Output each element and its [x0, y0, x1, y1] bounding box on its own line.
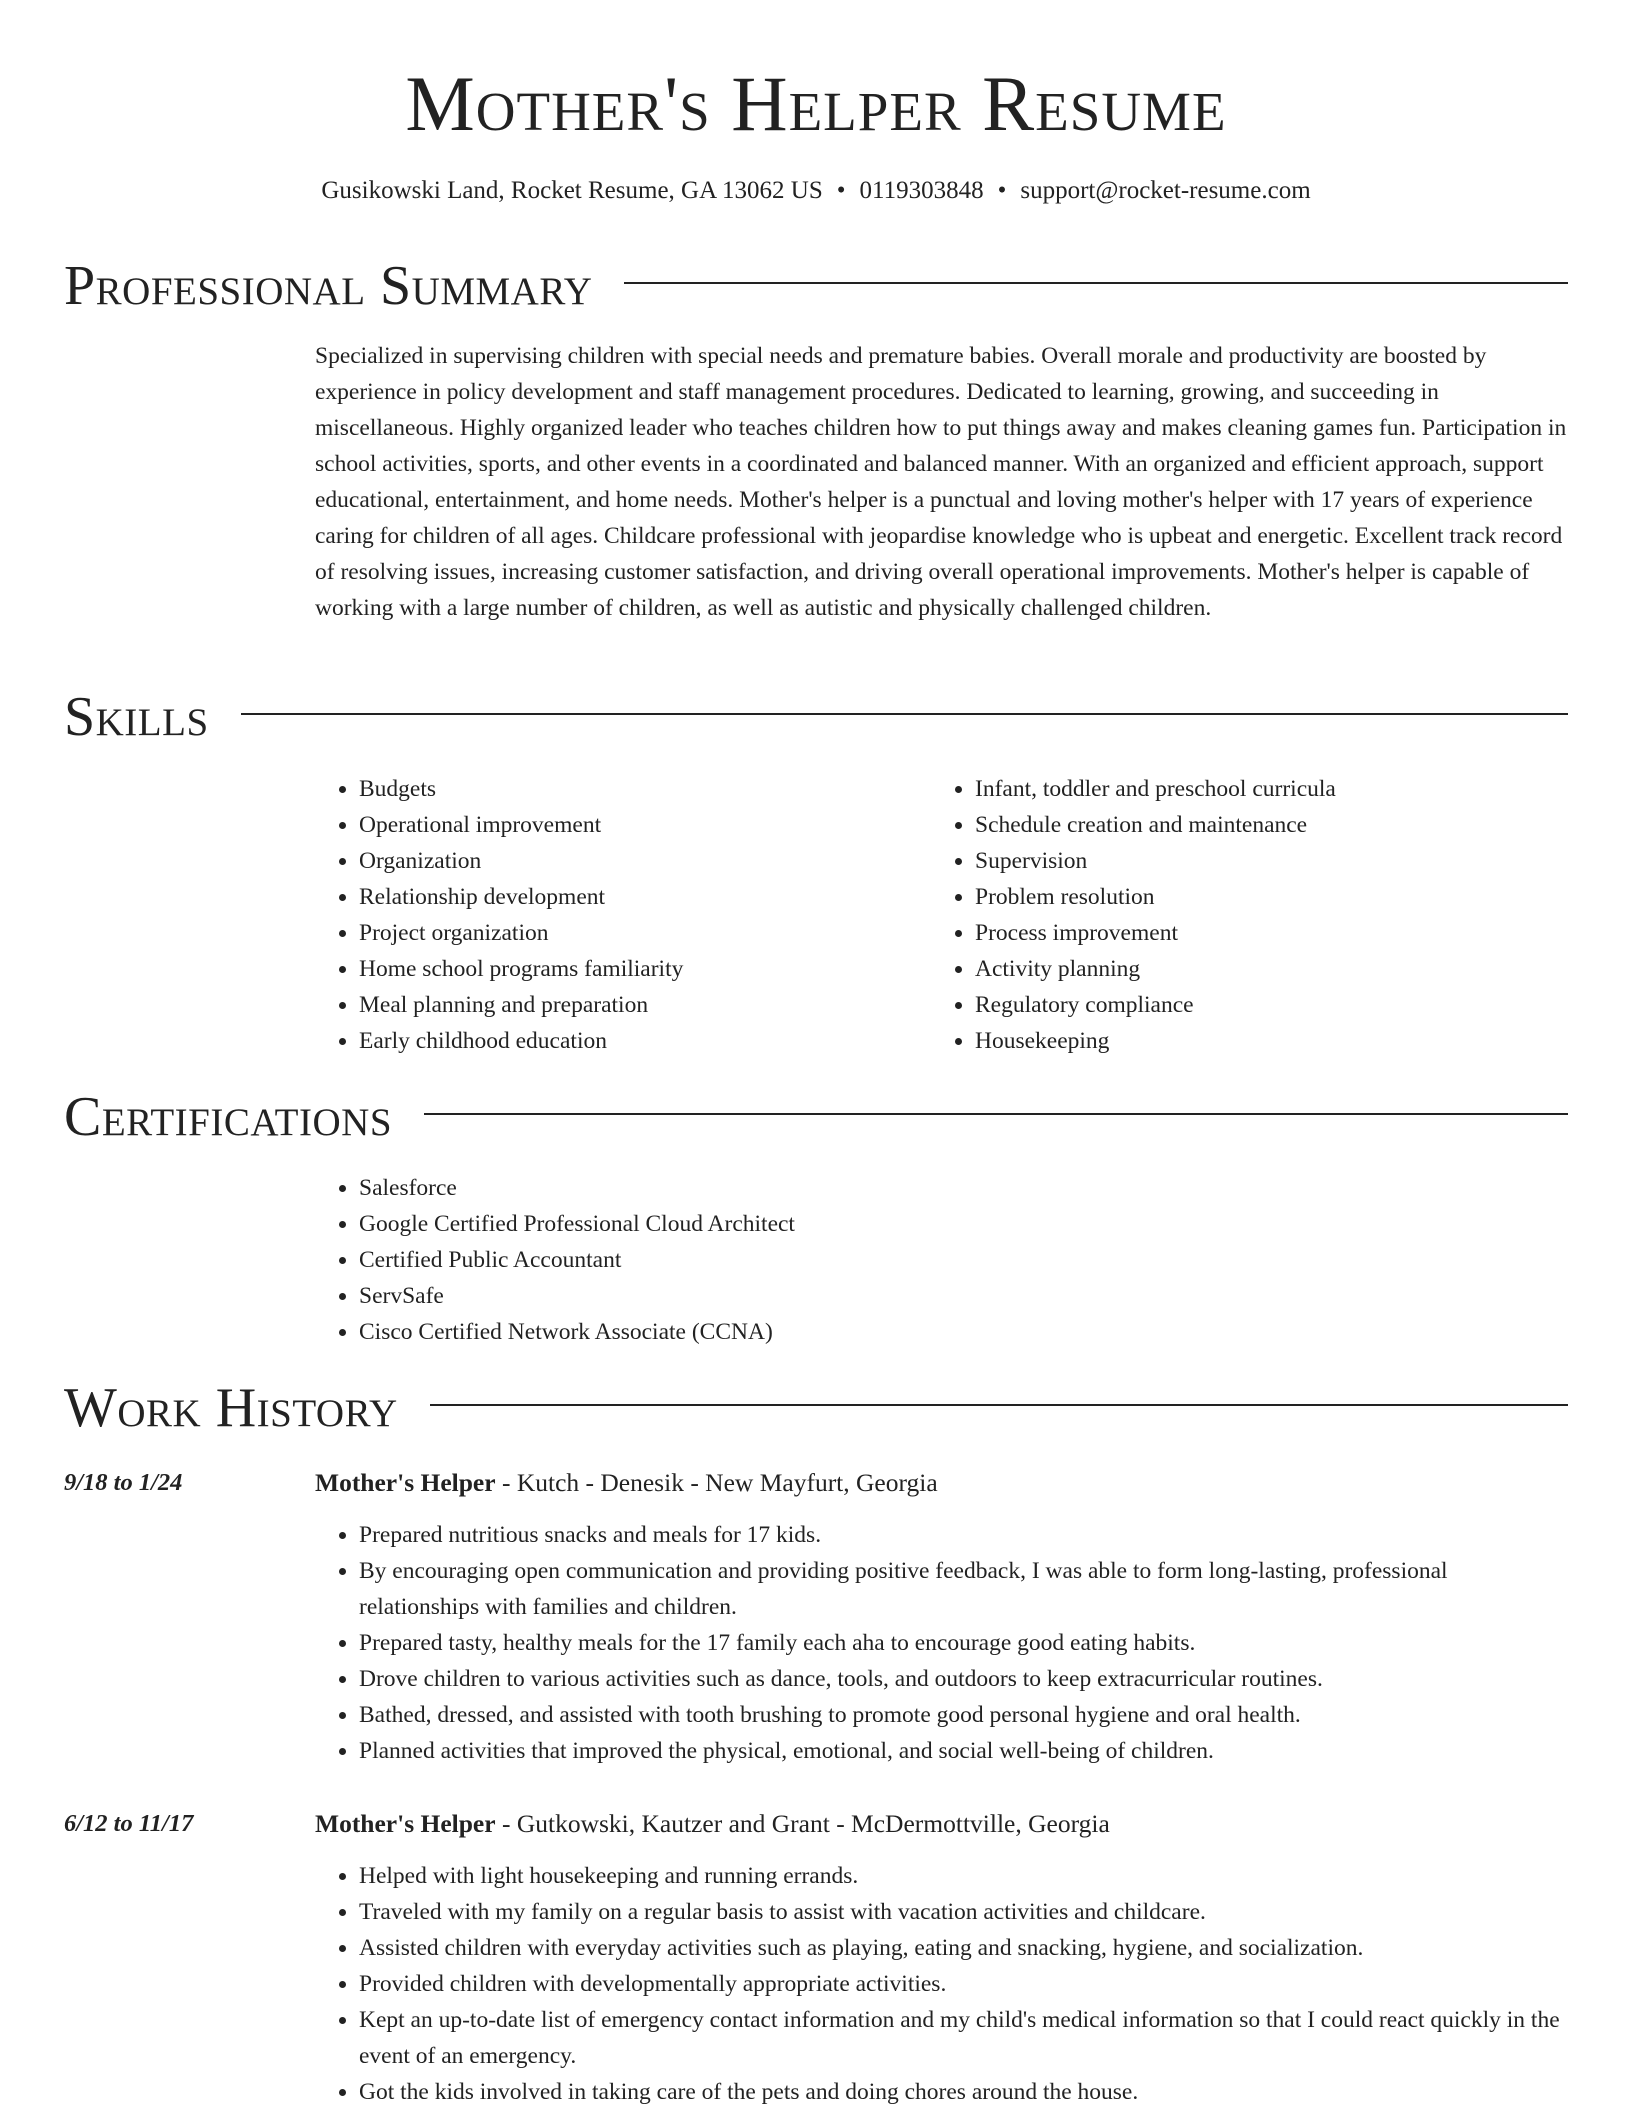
job-dates: 6/12 to 11/17 [64, 1810, 194, 1837]
job-duties [315, 1858, 1568, 2110]
duties-list [315, 1858, 1568, 2110]
certifications-heading: Certifications [64, 1086, 393, 1148]
skill-item: • Home school programs familiarity [359, 951, 915, 987]
job-duties [315, 1517, 1568, 1769]
duties-list [315, 1517, 1568, 1769]
duty-item: • Kept an up-to-date list of emergency contact information and my child's medical information so that I could react quickly in the event of an emergency. [359, 2002, 1568, 2074]
skill-item: • Project organization [359, 915, 915, 951]
duty-item: • Traveled with my family on a regular basis to assist with vacation activities and childcare. [359, 1894, 1568, 1930]
contact-line [0, 174, 1632, 208]
certification-item: • Certified Public Accountant [359, 1242, 1515, 1278]
duty-item: • Prepared nutritious snacks and meals for 17 kids. [359, 1517, 1568, 1553]
skills-list-right [931, 771, 1551, 1059]
contact-email: support@rocket-resume.com [1020, 177, 1311, 204]
section-divider [241, 713, 1568, 715]
certification-item: • Cisco Certified Network Associate (CCNA) [359, 1314, 1515, 1350]
duty-item: • Drove children to various activities such as dance, tools, and outdoors to keep extracurricular routines. [359, 1661, 1568, 1697]
job-role: Mother's Helper [315, 1809, 496, 1838]
certification-item: • Salesforce [359, 1170, 1515, 1206]
job-employer: - Gutkowski, Kautzer and Grant - McDermottville, Georgia [495, 1809, 1110, 1838]
section-divider [430, 1404, 1568, 1406]
contact-separator: • [997, 177, 1007, 204]
contact-phone: 0119303848 [859, 177, 984, 204]
section-divider [624, 282, 1568, 284]
summary-heading: Professional Summary [64, 255, 593, 317]
duty-item: • Bathed, dressed, and assisted with tooth brushing to promote good personal hygiene and oral health. [359, 1697, 1568, 1733]
duty-item: • Prepared tasty, healthy meals for the 17 family each aha to encourage good eating habits. [359, 1625, 1568, 1661]
skill-item: • Organization [359, 843, 915, 879]
duty-item: • By encouraging open communication and providing positive feedback, I was able to form long-lasting, professional relationships with families and children. [359, 1553, 1568, 1625]
job-role: Mother's Helper [315, 1468, 496, 1497]
contact-address: Gusikowski Land, Rocket Resume, GA 13062 US [321, 177, 823, 204]
skill-item: • Budgets [359, 771, 915, 807]
skill-item: • Relationship development [359, 879, 915, 915]
certifications-block [315, 1170, 1515, 1350]
skill-item: • Early childhood education [359, 1023, 915, 1059]
job-heading [315, 1465, 938, 1501]
skills-list-left [315, 771, 915, 1059]
certifications-section-header [64, 1085, 1568, 1149]
skill-item: • Schedule creation and maintenance [975, 807, 1551, 843]
contact-separator: • [836, 177, 846, 204]
summary-section-header [64, 254, 1568, 318]
work-history-section-header [64, 1376, 1568, 1440]
section-divider [424, 1113, 1568, 1115]
skill-item: • Problem resolution [975, 879, 1551, 915]
skills-heading: Skills [64, 686, 209, 748]
job-employer: - Kutch - Denesik - New Mayfurt, Georgia [495, 1468, 938, 1497]
job-dates: 9/18 to 1/24 [64, 1469, 183, 1496]
skill-item: • Housekeeping [975, 1023, 1551, 1059]
duty-item: • Assisted children with everyday activities such as playing, eating and snacking, hygiene, and socialization. [359, 1930, 1568, 1966]
work-history-heading: Work History [64, 1377, 398, 1439]
duty-item: • Planned activities that improved the physical, emotional, and social well-being of children. [359, 1733, 1568, 1769]
skill-item: • Meal planning and preparation [359, 987, 915, 1023]
summary-text: Specialized in supervising children with special needs and premature babies. Overall morale and productivity are boosted by experience in policy development and staff management procedures. Dedicated to learning, growing, and succeeding in miscellaneous. Highly organized leader who teaches children how to put things away and makes cleaning games fun. Participation in school activities, sports, and other events in a coordinated and balanced manner. With an organized and efficient approach, support educational, entertainment, and home needs. Mother's helper is a punctual and loving mother's helper with 17 years of experience caring for children of all ages. Childcare professional with jeopardise knowledge who is upbeat and energetic. Excellent track record of resolving issues, increasing customer satisfaction, and driving overall operational improvements. Mother's helper is capable of working with a large number of children, as well as autistic and physically challenged children. [315, 343, 1567, 621]
certifications-list [315, 1170, 1515, 1350]
certification-item: • Google Certified Professional Cloud Architect [359, 1206, 1515, 1242]
certification-item: • ServSafe [359, 1278, 1515, 1314]
resume-title: Mother's Helper Resume [405, 60, 1227, 147]
skills-column-right [931, 771, 1551, 1059]
duty-item: • Provided children with developmentally appropriate activities. [359, 1966, 1568, 2002]
duty-item: • Got the kids involved in taking care of the pets and doing chores around the house. [359, 2074, 1568, 2110]
skills-section-header [64, 685, 1568, 749]
skill-item: • Supervision [975, 843, 1551, 879]
duty-item: • Helped with light housekeeping and running errands. [359, 1858, 1568, 1894]
skill-item: • Regulatory compliance [975, 987, 1551, 1023]
skills-column-left [315, 771, 915, 1059]
skill-item: • Operational improvement [359, 807, 915, 843]
skill-item: • Infant, toddler and preschool curricula [975, 771, 1551, 807]
job-heading [315, 1806, 1110, 1842]
skill-item: • Process improvement [975, 915, 1551, 951]
skill-item: • Activity planning [975, 951, 1551, 987]
